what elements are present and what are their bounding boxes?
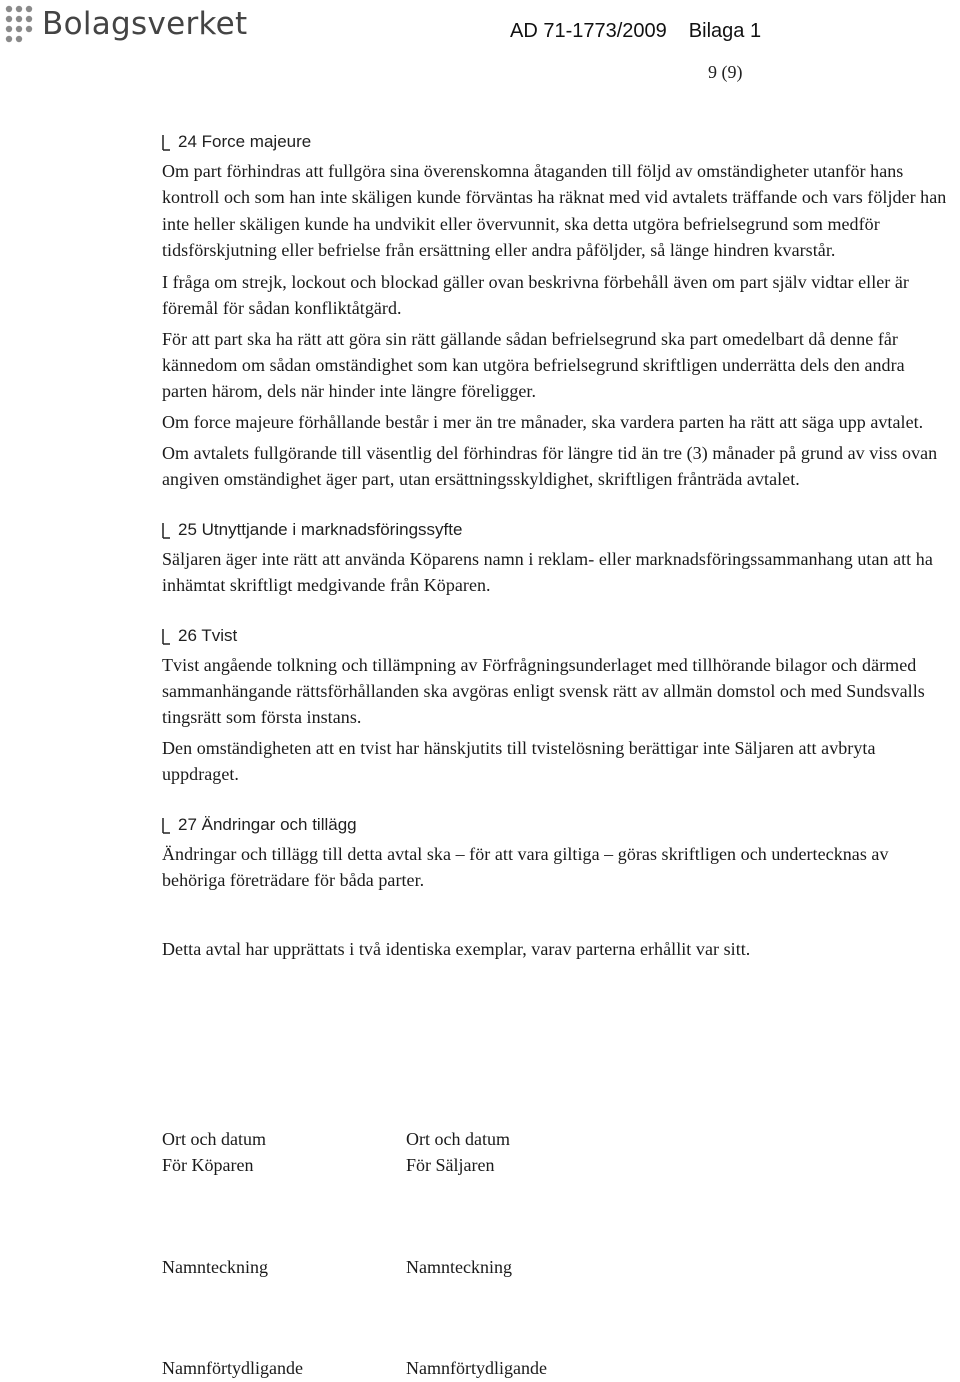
paragraph: Om force majeure förhållande består i mer än tre månader, ska vardera parten ha rätt att säga upp avtalet.	[162, 412, 924, 433]
attachment-label: Bilaga 1	[688, 20, 762, 42]
logo-text: Bolagsverket	[42, 6, 248, 42]
bolagsverket-logo	[2, 2, 248, 46]
paragraph: I fråga om strejk, lockout och blockad gäller ovan beskrivna förbehåll även om part själv vidtar eller är föremål för sådan konfliktåtgärd.	[162, 272, 909, 319]
page-number: 9 (9)	[708, 62, 743, 82]
paragraph: Den omständigheten att en tvist har hänskjutits till tvistelösning berättigar inte Säljaren att avbryta uppdraget.	[162, 738, 876, 785]
logo-dots-icon	[2, 4, 36, 44]
buyer-signature-label: Namnteckning	[162, 1257, 268, 1277]
page-header	[0, 0, 960, 82]
doc-ref-number: AD 71-1773/2009	[510, 20, 667, 42]
seller-signature-label: Namnteckning	[406, 1257, 512, 1277]
paragraph: För att part ska ha rätt att göra sin rätt gällande sådan befrielsegrund ska part omedelbart då denne får kännedom om sådan omständighet som kan utgöra befrielsegrund skriftligen underrätta dels den andra parten härom, dels när hinder inte längre föreligger.	[162, 329, 905, 402]
heading-marker-icon	[162, 627, 171, 645]
closing-statement: Detta avtal har upprättats i två identiska exemplar, varav parterna erhållit var sitt.	[162, 939, 751, 960]
seller-place-date: Ort och datum För Säljaren	[406, 1129, 510, 1175]
heading-marker-icon	[162, 816, 171, 834]
buyer-place-date: Ort och datum För Köparen	[162, 1129, 266, 1175]
paragraph: Om avtalets fullgörande till väsentlig del förhindras för längre tid än tre (3) månader på grund av viss ovan angiven omständighet äger part, utan ersättningsskyldighet, skriftligen frånträda avtalet.	[162, 443, 938, 490]
seller-clarification-label: Namnförtydligande	[406, 1358, 547, 1378]
paragraph: Om part förhindras att fullgöra sina överenskomna åtaganden till följd av omständigheter utanför hans kontroll och som han inte skäligen kunde förväntas ha räknat med vid avtalets träffande och vars följder han inte heller skäligen kunde ha undvikit eller övervunnit, ska detta utgöra befrielsegrund som medför tidsförskjutning eller befrielse från ersättning eller andra påföljder, så länge hindren kvarstår.	[162, 161, 947, 260]
paragraph: Ändringar och tillägg till detta avtal ska – för att vara giltiga – göras skriftligen och undertecknas av behöriga företrädare för båda parter.	[162, 844, 889, 891]
paragraph: Tvist angående tolkning och tillämpning av Förfrågningsunderlaget med tillhörande bilagor och därmed sammanhängande rättsförhållanden ska avgöras enligt svensk rätt av allmän domstol och med Sundsvalls tingsrätt som första instans.	[162, 655, 925, 728]
document-reference	[510, 20, 761, 43]
section-heading-force-majeure: 24 Force majeure	[162, 131, 952, 153]
section-heading-amendments: 27 Ändringar och tillägg	[162, 814, 952, 836]
section-heading-marketing: 25 Utnyttjande i marknadsföringssyfte	[162, 519, 952, 541]
section-heading-dispute: 26 Tvist	[162, 625, 952, 647]
heading-marker-icon	[162, 133, 171, 151]
heading-marker-icon	[162, 521, 171, 539]
buyer-clarification-label: Namnförtydligande	[162, 1358, 303, 1378]
paragraph: Säljaren äger inte rätt att använda Köparens namn i reklam- eller marknadsföringssammanhang utan att ha inhämtat skriftligt medgivande från Köparen.	[162, 549, 933, 596]
document-body	[162, 131, 952, 967]
